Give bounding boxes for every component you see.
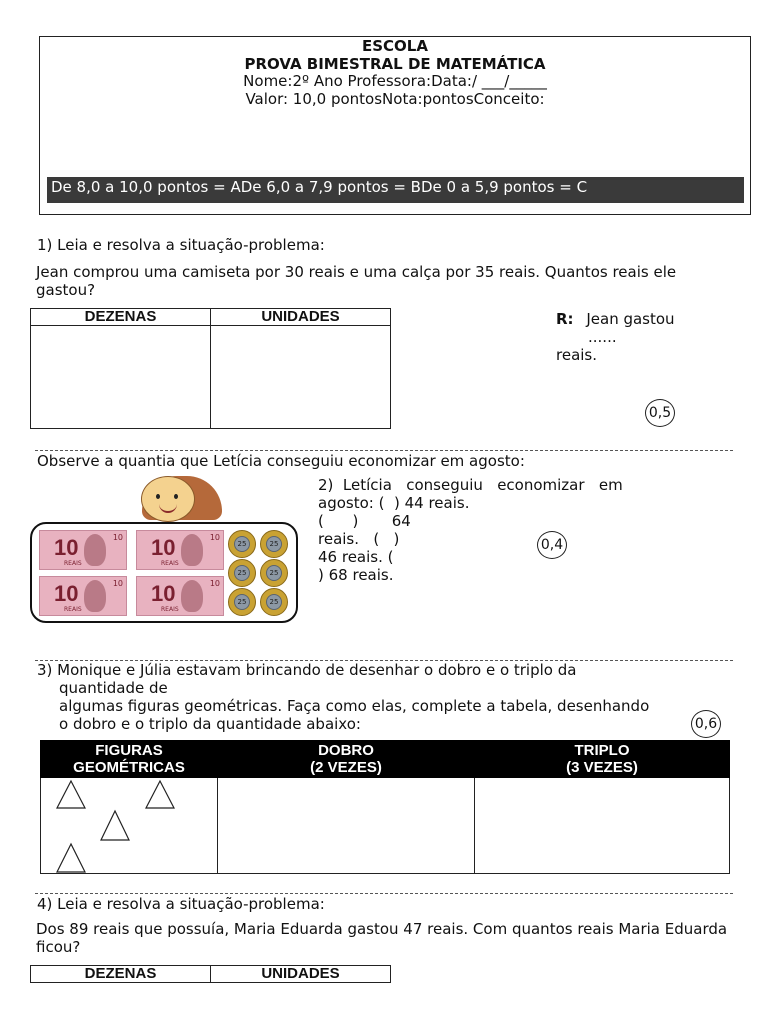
figures-cell: [41, 778, 218, 874]
q1-answer-blank[interactable]: ......: [588, 328, 617, 346]
q1-place-value-table: [30, 308, 391, 429]
q2-option-64[interactable]: ( ) 64: [318, 512, 411, 530]
girl-face-illustration: [141, 476, 195, 522]
triple-answer-cell[interactable]: [475, 778, 730, 874]
section-divider: [35, 893, 733, 894]
q1-statement: Jean comprou uma camiseta por 30 reais e uma calça por 35 reais. Quantos reais ele gastou?: [36, 263, 677, 299]
coin-icon: 25: [260, 559, 288, 587]
q3-line: o dobro e o triplo da quantidade abaixo:: [59, 715, 361, 733]
coin-icon: 25: [260, 530, 288, 558]
q2-option-68[interactable]: ) 68 reais.: [318, 566, 394, 584]
q2-option-44[interactable]: agosto: ( ) 44 reais.: [318, 494, 470, 512]
score-info-line: Valor: 10,0 pontosNota:pontosConceito:: [245, 90, 545, 108]
q4-units-header: UNIDADES: [211, 966, 391, 983]
money-panel: [30, 522, 298, 623]
triangles-drawing: [41, 778, 217, 873]
q1-answer-text: Jean gastou: [586, 310, 675, 328]
q3-points-badge: 0,6: [691, 710, 721, 738]
q4-statement: Dos 89 reais que possuía, Maria Eduarda gastou 47 reais. Com quantos reais Maria Eduarda ficou?: [36, 920, 728, 956]
figures-column-header: FIGURAS GEOMÉTRICAS: [41, 741, 218, 778]
q2-option-46[interactable]: 46 reais. (: [318, 548, 394, 566]
q2-option-64-cont[interactable]: reais. ( ): [318, 530, 400, 548]
q4-prompt: 4) Leia e resolva a situação-problema:: [37, 895, 325, 913]
q1-units-header: UNIDADES: [211, 309, 391, 326]
grading-scale-bar: De 8,0 a 10,0 pontos = ADe 6,0 a 7,9 pontos = BDe 0 a 5,9 pontos = C: [47, 177, 744, 203]
q1-prompt: 1) Leia e resolva a situação-problema:: [37, 236, 325, 254]
triangle-icon: [146, 781, 174, 808]
q2-line: 2) Letícia conseguiu economizar em: [318, 476, 623, 494]
ten-reais-note-icon: 10 10 REAIS: [136, 530, 224, 570]
coin-icon: 25: [228, 530, 256, 558]
q1-units-cell[interactable]: [211, 326, 391, 429]
student-info-line: Nome:2º Ano Professora:Data:/ ___/_____: [243, 72, 547, 90]
q3-line: quantidade de: [59, 679, 168, 697]
triangle-icon: [57, 844, 85, 872]
q2-question: [318, 476, 623, 584]
q4-place-value-table: [30, 965, 391, 983]
q3-line: algumas figuras geométricas. Faça como elas, complete a tabela, desenhando: [59, 697, 650, 715]
ten-reais-note-icon: 10 10 REAIS: [136, 576, 224, 616]
figures-table: [40, 740, 730, 874]
q1-tens-header: DEZENAS: [31, 309, 211, 326]
coin-icon: 25: [260, 588, 288, 616]
coin-icon: 25: [228, 559, 256, 587]
q3-statement: [37, 661, 732, 733]
q1-answer-unit: reais.: [556, 346, 598, 364]
triangle-icon: [101, 811, 129, 840]
ten-reais-note-icon: 10 10 REAIS: [39, 576, 127, 616]
q1-tens-cell[interactable]: [31, 326, 211, 429]
ten-reais-note-icon: 10 10 REAIS: [39, 530, 127, 570]
q2-intro: Observe a quantia que Letícia conseguiu economizar em agosto:: [37, 452, 525, 470]
school-name: ESCOLA: [362, 37, 428, 55]
triple-column-header: TRIPLO (3 VEZES): [475, 741, 730, 778]
section-divider: [35, 450, 733, 451]
q4-tens-header: DEZENAS: [31, 966, 211, 983]
q3-line: 3) Monique e Júlia estavam brincando de desenhar o dobro e o triplo da: [37, 661, 577, 679]
triangle-icon: [57, 781, 85, 808]
coin-icon: 25: [228, 588, 256, 616]
exam-title: PROVA BIMESTRAL DE MATEMÁTICA: [244, 55, 546, 73]
q1-points-badge: 0,5: [645, 399, 675, 427]
double-answer-cell[interactable]: [218, 778, 475, 874]
q1-answer: [556, 310, 706, 364]
double-column-header: DOBRO (2 VEZES): [218, 741, 475, 778]
q1-answer-label: R:: [556, 310, 574, 328]
q2-points-badge: 0,4: [537, 531, 567, 559]
